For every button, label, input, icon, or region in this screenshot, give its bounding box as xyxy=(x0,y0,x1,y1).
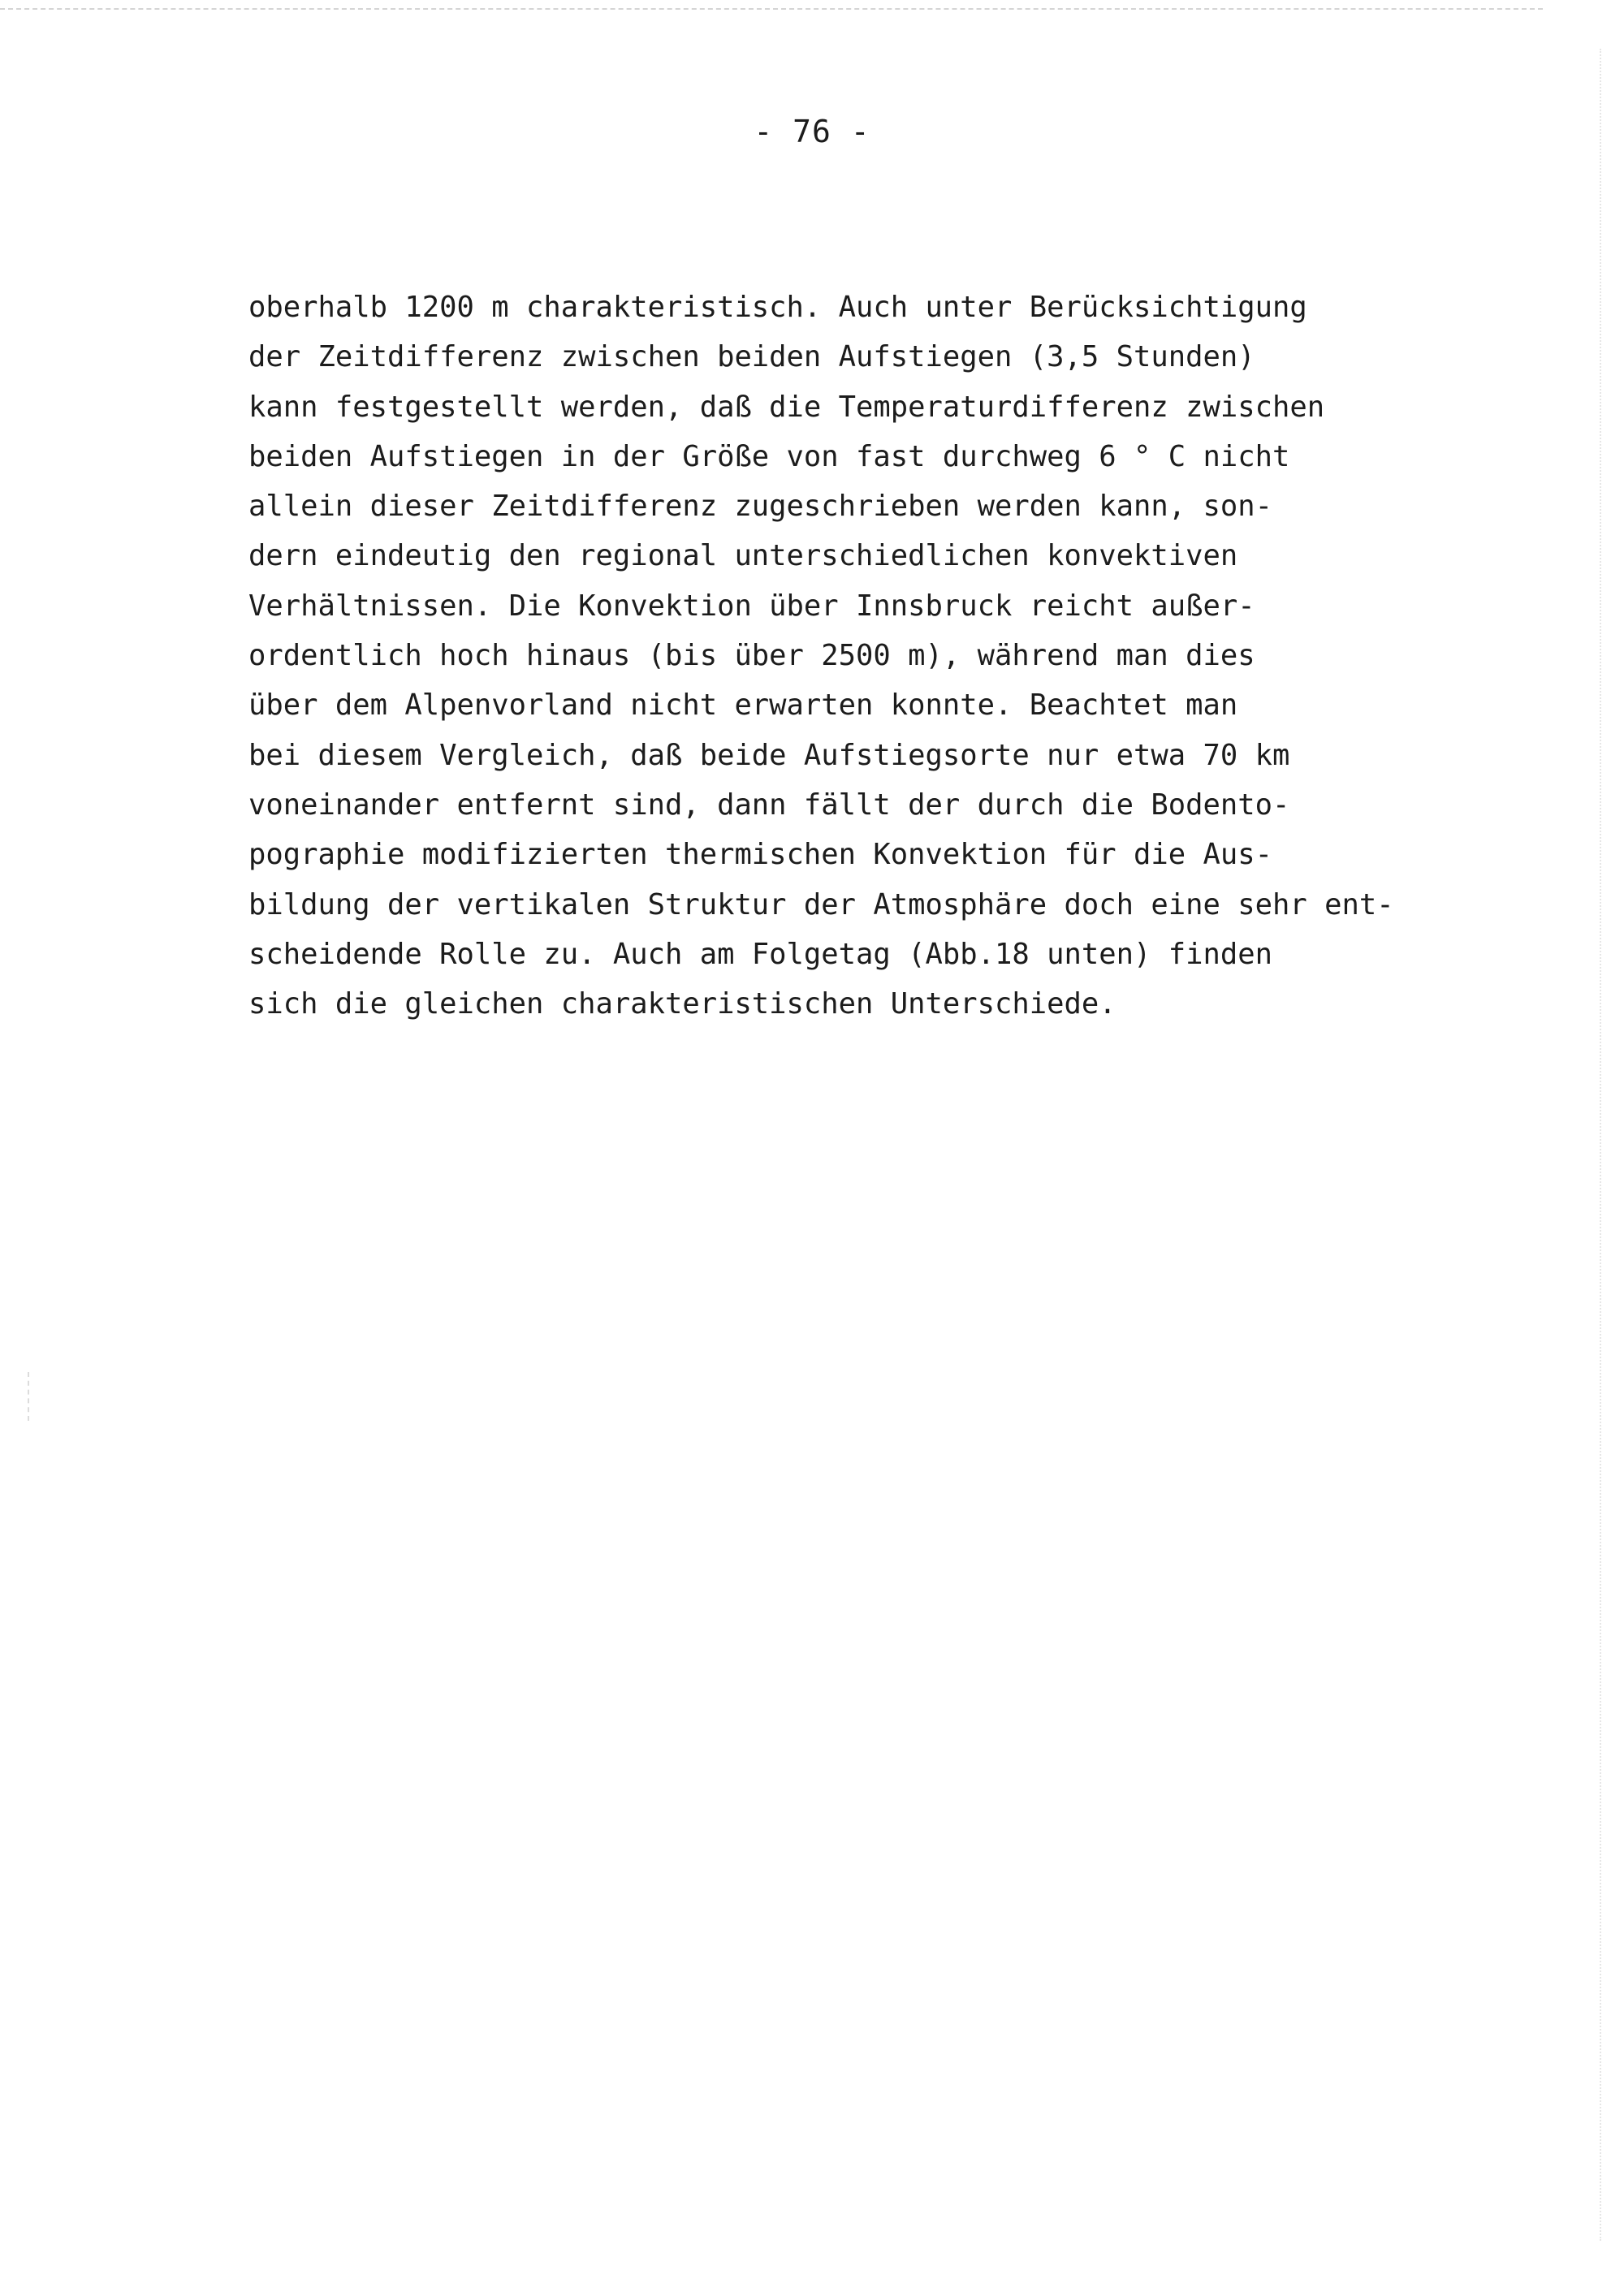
text-line: oberhalb 1200 m charakteristisch. Auch unter Berücksichtigung xyxy=(248,291,1307,324)
text-line: pographie modifizierten thermischen Konvektion für die Aus- xyxy=(248,838,1272,872)
scan-edge-right xyxy=(1600,49,1601,2241)
text-line: bildung der vertikalen Struktur der Atmosphäre doch eine sehr ent- xyxy=(248,887,1394,921)
text-line: Verhältnissen. Die Konvektion über Innsbruck reicht außer- xyxy=(248,589,1255,623)
page-number: - 76 - xyxy=(754,114,870,149)
text-line: sich die gleichen charakteristischen Unterschiede. xyxy=(248,987,1116,1021)
text-line: allein dieser Zeitdifferenz zugeschrieben werden kann, son- xyxy=(248,490,1272,524)
text-line: bei diesem Vergleich, daß beide Aufstiegsorte nur etwa 70 km xyxy=(248,738,1290,772)
text-line: über dem Alpenvorland nicht erwarten konnte. Beachtet man xyxy=(248,688,1238,723)
text-line: der Zeitdifferenz zwischen beiden Aufstiegen (3,5 Stunden) xyxy=(248,340,1255,374)
text-line: kann festgestellt werden, daß die Temperaturdifferenz zwischen xyxy=(248,390,1325,424)
scan-edge-top xyxy=(0,8,1543,10)
text-line: voneinander entfernt sind, dann fällt der durch die Bodento- xyxy=(248,788,1290,822)
body-paragraph xyxy=(248,283,1515,1029)
text-line: beiden Aufstiegen in der Größe von fast durchweg 6 ° C nicht xyxy=(248,439,1290,473)
text-line: ordentlich hoch hinaus (bis über 2500 m), während man dies xyxy=(248,639,1255,673)
scan-edge-left xyxy=(28,1372,29,1421)
text-line: scheidende Rolle zu. Auch am Folgetag (Abb.18 unten) finden xyxy=(248,937,1272,971)
text-line: dern eindeutig den regional unterschiedlichen konvektiven xyxy=(248,539,1238,573)
